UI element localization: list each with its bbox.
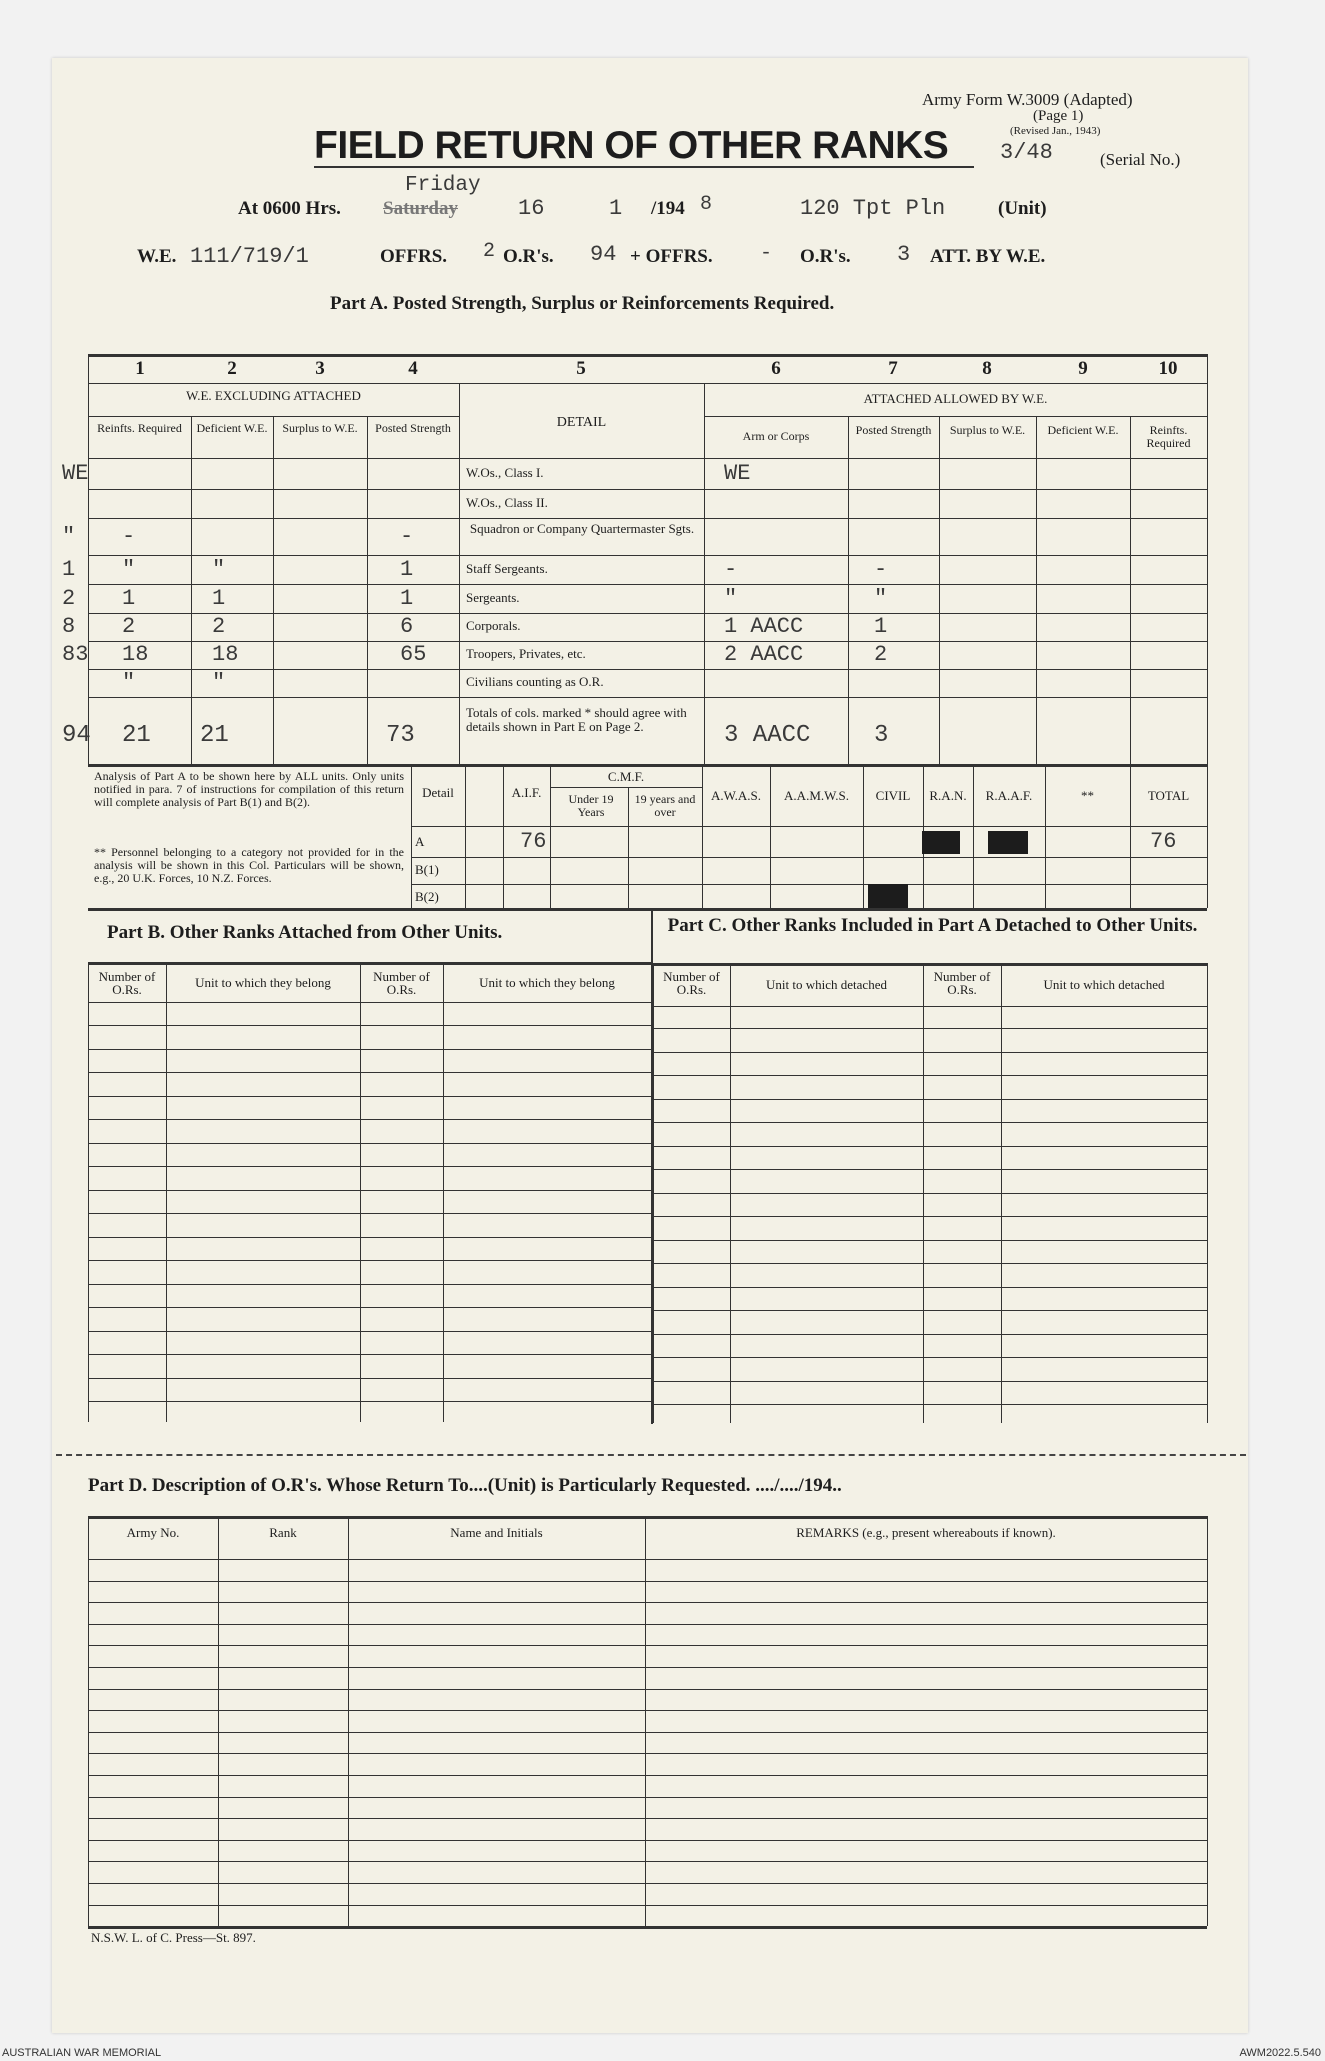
redaction-civil (868, 884, 908, 908)
year-prefix: /194 (651, 198, 685, 219)
footer-right: AWM2022.5.540 (1239, 2047, 1321, 2059)
title-underline (314, 166, 974, 168)
footer-left: AUSTRALIAN WAR MEMORIAL (2, 2047, 162, 2059)
col-number-6: 6 (771, 358, 781, 379)
totals-c3: 21 (200, 722, 229, 749)
att-label: ATT. BY W.E. (930, 246, 1046, 267)
cell-c2-row-3: - (122, 524, 136, 549)
cell-c7-row-4: - (874, 557, 888, 582)
ors2-value: 3 (897, 242, 911, 267)
aamws-header: A.A.M.W.S. (784, 788, 849, 803)
cell-c2-row-4: " (122, 557, 136, 582)
plus-offrs-value: - (760, 242, 773, 265)
cell-c4-row-4: 1 (400, 557, 414, 582)
detail-row-5: Sergeants. (466, 590, 520, 605)
analysis-note2: ** Personnel belonging to a category not provided for in the analysis will be shown in this Col. Particulars will be shown, e.g., 20 U.K. Forces, 10 N.Z. Forces. (94, 845, 404, 885)
part-c-header-1: Number of O.Rs. (663, 969, 720, 997)
right-header-3: Surplus to W.E. (949, 423, 1026, 437)
day-printed: Saturday (383, 198, 458, 219)
part-d-header-1: Army No. (126, 1525, 180, 1540)
date-day: 16 (518, 196, 545, 221)
other-header: ** (1081, 788, 1094, 803)
cell-c4-row-5: 1 (400, 586, 414, 611)
detail-row-7: Troopers, Privates, etc. (466, 646, 586, 661)
ran-header: R.A.N. (929, 788, 967, 803)
left-header-3: Surplus to W.E. (282, 421, 358, 435)
unit-label: (Unit) (998, 198, 1047, 219)
col-number-7: 7 (888, 358, 898, 379)
plus-offrs-label: + OFFRS. (630, 246, 713, 267)
cell-c2-row-5: 1 (122, 586, 136, 611)
col-number-4: 4 (408, 358, 418, 379)
civil-header: CIVIL (875, 788, 911, 803)
part-b-header-2: Unit to which they belong (195, 975, 331, 990)
detail-row-1: W.Os., Class I. (466, 465, 544, 480)
cell-c1-row-4: 1 (62, 557, 76, 582)
cell-c6-row-7: 2 AACC (724, 642, 804, 667)
left-header-1: Reinfts. Required (97, 421, 182, 435)
part-b-header-3: Number of O.Rs. (373, 969, 430, 997)
col-number-1: 1 (135, 358, 145, 379)
cell-c7-row-5: " (874, 586, 888, 611)
serial-label: (Serial No.) (1100, 150, 1181, 169)
army-form-label: Army Form W.3009 (Adapted) (922, 90, 1133, 109)
raaf-header: R.A.A.F. (985, 788, 1033, 803)
totals-c2: 21 (122, 722, 151, 749)
part-d-header-3: Name and Initials (450, 1525, 543, 1540)
date-month: 1 (609, 196, 623, 221)
totals-c1: 94 (62, 722, 91, 749)
serial-value: 3/48 (1000, 140, 1053, 165)
detail-row-6: Corporals. (466, 618, 521, 633)
right-header-4: Deficient W.E. (1047, 423, 1119, 437)
cell-c1-row-1: WE (62, 461, 89, 486)
col-number-3: 3 (315, 358, 325, 379)
at-time: At 0600 Hrs. (238, 198, 341, 219)
analysis-a-total: 76 (1150, 829, 1177, 854)
cell-c6-row-5: " (724, 586, 738, 611)
col-number-8: 8 (982, 358, 992, 379)
cell-c4-row-3: - (400, 524, 414, 549)
cell-c3-row-6: 2 (212, 614, 226, 639)
cell-c3-row-4: " (212, 557, 226, 582)
cell-c6-row-1: WE (724, 461, 751, 486)
cell-c3-row-7: 18 (212, 642, 239, 667)
we-label: W.E. (137, 246, 177, 267)
part-c-heading: Part C. Other Ranks Included in Part A Detached to Other Units. (667, 915, 1198, 936)
under19-header: Under 19 Years (568, 792, 614, 819)
cell-c1-row-7: 83 (62, 642, 89, 667)
year-digit: 8 (700, 193, 713, 216)
analysis-note: Analysis of Part A to be shown here by ALL units. Only units notified in para. 7 of instructions for compilation of this return will complete analysis of Part B(1) and B(2). (94, 769, 404, 809)
detail-header: DETAIL (556, 415, 607, 430)
cell-c2-row-6: 2 (122, 614, 136, 639)
cell-c1-row-3: " (62, 524, 76, 549)
totals-c7: 3 (874, 722, 889, 749)
right-header-5: Reinfts. Required (1146, 423, 1191, 450)
offrs-label: OFFRS. (380, 246, 448, 267)
ors-value: 94 (590, 242, 617, 267)
cell-c1-row-6: 8 (62, 614, 76, 639)
revised-label: (Revised Jan., 1943) (1010, 125, 1101, 137)
cell-c7-row-6: 1 (874, 614, 888, 639)
cell-c4-row-7: 65 (400, 642, 427, 667)
redaction-raaf (988, 831, 1028, 854)
aif-header: A.I.F. (511, 785, 542, 800)
group-left-header: W.E. EXCLUDING ATTACHED (186, 388, 361, 403)
part-c-header-2: Unit to which detached (766, 977, 887, 992)
group-right-header: ATTACHED ALLOWED BY W.E. (863, 391, 1048, 406)
right-header-1: Arm or Corps (742, 429, 810, 443)
cell-c1-row-5: 2 (62, 586, 76, 611)
part-c-header-3: Number of O.Rs. (933, 969, 991, 997)
part-b-header-4: Unit to which they belong (479, 975, 615, 990)
totals-c6: 3 AACC (724, 722, 811, 749)
cell-c2-row-8: " (122, 670, 136, 695)
analysis-detail-label: Detail (422, 785, 454, 800)
left-header-4: Posted Strength (375, 421, 451, 435)
analysis-a-aif: 76 (520, 829, 547, 854)
part-b-heading: Part B. Other Ranks Attached from Other Units. (107, 922, 503, 943)
analysis-row-b2: B(2) (415, 889, 439, 904)
day-typed: Friday (405, 174, 481, 197)
part-d-header-4: REMARKS (e.g., present whereabouts if known). (796, 1525, 1056, 1540)
analysis-row-b1: B(1) (415, 862, 439, 877)
over19-header: 19 years and over (634, 792, 696, 819)
form-title: FIELD RETURN OF OTHER RANKS (314, 124, 949, 167)
unit-value: 120 Tpt Pln (800, 196, 946, 221)
part-b-header-1: Number of O.Rs. (98, 969, 156, 997)
part-c-header-4: Unit to which detached (1043, 977, 1165, 992)
detail-row-3: Squadron or Company Quartermaster Sgts. (469, 521, 695, 536)
detail-row-4: Staff Sergeants. (466, 561, 548, 576)
cell-c2-row-7: 18 (122, 642, 149, 667)
part-a-heading: Part A. Posted Strength, Surplus or Reinforcements Required. (330, 293, 835, 314)
cmf-header: C.M.F. (607, 769, 645, 784)
col-number-10: 10 (1158, 358, 1178, 379)
totals-c4: 73 (386, 722, 415, 749)
printer-line: N.S.W. L. of C. Press—St. 897. (91, 1930, 256, 1945)
right-header-2: Posted Strength (855, 423, 932, 437)
totals-detail: Totals of cols. marked * should agree with details shown in Part E on Page 2. (466, 705, 687, 734)
cell-c3-row-5: 1 (212, 586, 226, 611)
ors2-label: O.R's. (800, 246, 851, 267)
cell-c6-row-4: - (724, 557, 738, 582)
ors-label: O.R's. (503, 246, 554, 267)
col-number-9: 9 (1078, 358, 1088, 379)
cell-c7-row-7: 2 (874, 642, 888, 667)
awas-header: A.W.A.S. (710, 788, 762, 803)
offrs-value: 2 (483, 240, 496, 263)
cell-c6-row-6: 1 AACC (724, 614, 804, 639)
col-number-2: 2 (227, 358, 237, 379)
redaction-ran (922, 831, 960, 854)
cell-c4-row-6: 6 (400, 614, 414, 639)
left-header-2: Deficient W.E. (196, 421, 268, 435)
total-header: TOTAL (1147, 788, 1190, 803)
col-number-5: 5 (576, 358, 586, 379)
cell-c3-row-8: " (212, 670, 226, 695)
cut-line (56, 1454, 1246, 1456)
we-value: 111/719/1 (190, 244, 309, 269)
detail-row-2: W.Os., Class II. (466, 495, 548, 510)
analysis-row-a: A (415, 834, 425, 849)
part-d-heading: Part D. Description of O.R's. Whose Return To....(Unit) is Particularly Requested. ..../..../194.. (88, 1475, 842, 1496)
page-label: (Page 1) (1033, 108, 1084, 124)
part-d-header-2: Rank (269, 1525, 297, 1540)
detail-row-8: Civilians counting as O.R. (466, 674, 604, 689)
